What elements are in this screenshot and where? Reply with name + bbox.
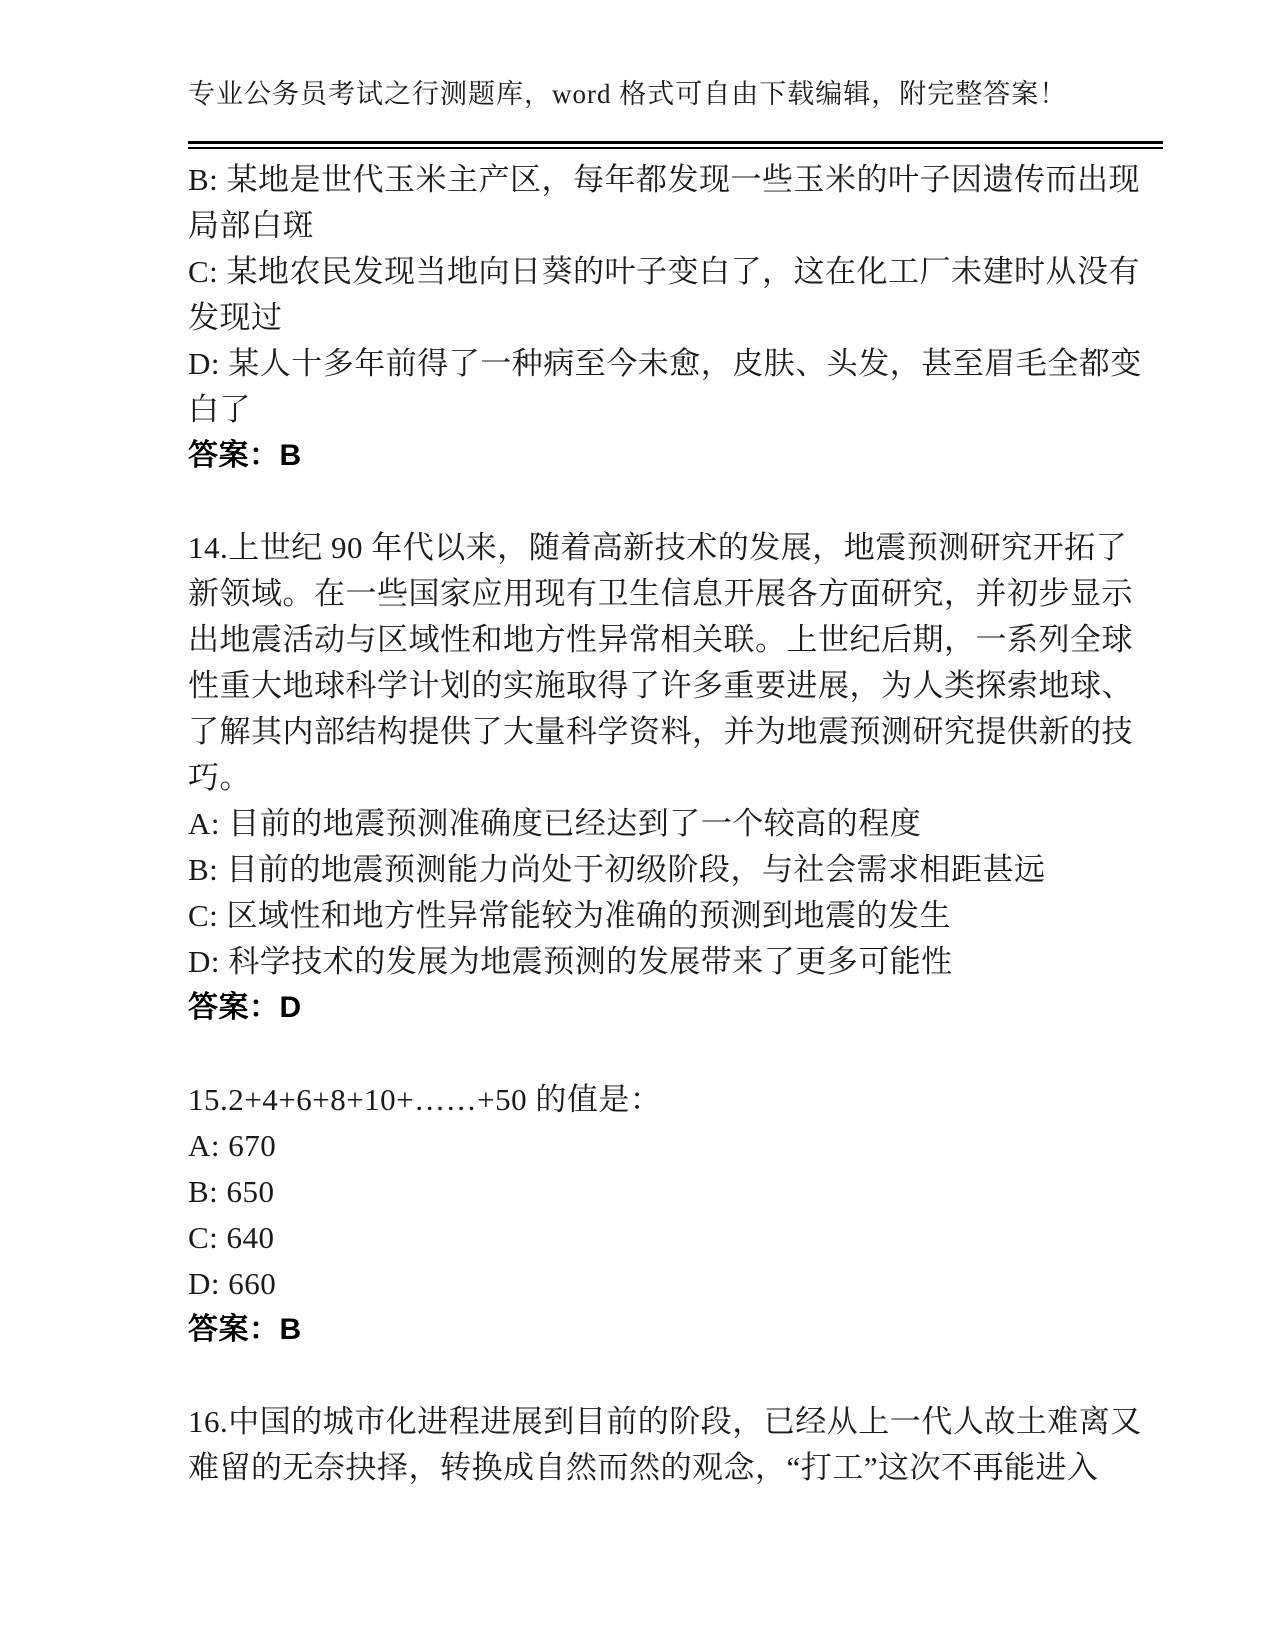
option-b-line-1: B: 某地是世代玉米主产区，每年都发现一些玉米的叶子因遗传而出现 [188, 162, 1141, 197]
option-c-line: C: 区域性和地方性异常能较为准确的预测到地震的发生 [188, 898, 952, 933]
question-stem-line-5: 了解其内部结构提供了大量科学资料，并为地震预测研究提供新的技 [188, 714, 1133, 749]
option-c-line-2: 发现过 [188, 300, 283, 335]
question-stem-line-1: 16.中国的城市化进程进展到目前的阶段，已经从上一代人故土难离又 [188, 1404, 1142, 1439]
option-a-line: A: 目前的地震预测准确度已经达到了一个较高的程度 [188, 806, 922, 841]
option-d-line-1: D: 某人十多年前得了一种病至今未愈，皮肤、头发，甚至眉毛全都变 [188, 346, 1142, 381]
question-stem-line-1: 14.上世纪 90 年代以来，随着高新技术的发展，地震预测研究开拓了 [188, 530, 1128, 565]
option-d-line-2: 白了 [188, 392, 251, 427]
option-c-line-1: C: 某地农民发现当地向日葵的叶子变白了，这在化工厂未建时从没有 [188, 254, 1141, 289]
question-block-14 [188, 525, 1168, 1031]
answer-line: 答案：B [188, 1313, 302, 1346]
question-block-15 [188, 1077, 1168, 1353]
question-stem-line-3: 出地震活动与区域性和地方性异常相关联。上世纪后期，一系列全球 [188, 622, 1133, 657]
question-stem-line-4: 性重大地球科学计划的实施取得了许多重要进展，为人类探索地球、 [188, 668, 1133, 703]
option-c-line: C: 640 [188, 1220, 275, 1255]
option-b-line: B: 650 [188, 1174, 275, 1209]
option-d-line: D: 660 [188, 1266, 277, 1301]
option-d-line: D: 科学技术的发展为地震预测的发展带来了更多可能性 [188, 944, 953, 979]
question-block-options-13 [188, 157, 1168, 479]
header-divider-rule [188, 141, 1163, 149]
answer-line: 答案：D [188, 991, 302, 1024]
question-stem-line-2: 难留的无奈抉择，转换成自然而然的观念，“打工”这次不再能进入 [188, 1450, 1099, 1485]
question-stem-line-2: 新领域。在一些国家应用现有卫生信息开展各方面研究，并初步显示 [188, 576, 1133, 611]
option-b-line-2: 局部白斑 [188, 208, 314, 243]
answer-line: 答案：B [188, 439, 302, 472]
option-a-line: A: 670 [188, 1128, 277, 1163]
page-header-title: 专业公务员考试之行测题库，word 格式可自由下载编辑，附完整答案！ [188, 79, 1068, 109]
question-block-16 [188, 1399, 1168, 1491]
document-content [188, 157, 1168, 1491]
option-b-line: B: 目前的地震预测能力尚处于初级阶段，与社会需求相距甚远 [188, 852, 1046, 887]
question-stem-line-6: 巧。 [188, 760, 251, 795]
question-stem-line: 15.2+4+6+8+10+……+50 的值是： [188, 1082, 662, 1117]
